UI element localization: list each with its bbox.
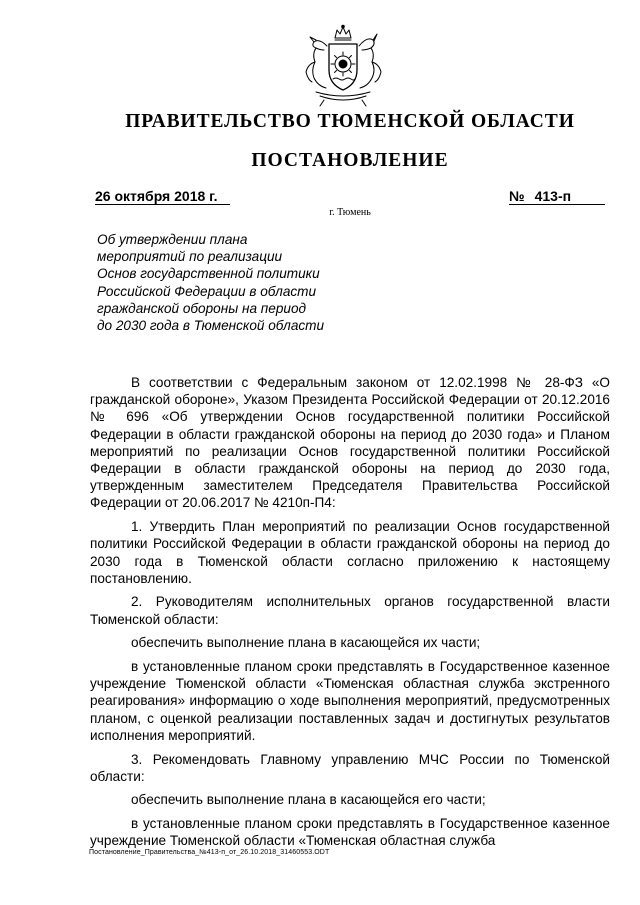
document-body xyxy=(90,374,610,856)
document-type-heading: ПОСТАНОВЛЕНИЕ xyxy=(251,150,449,171)
body-paragraph: 2. Руководителям исполнительных органов государственной власти Тюменской области: xyxy=(90,594,610,627)
coat-of-arms-emblem xyxy=(302,24,384,108)
body-paragraph: 1. Утвердить План мероприятий по реализации Основ государственной политики Российской Федерации в области гражданской обороны на период до 2030 года в Тюменской области согласно приложению к настоящему постановлению. xyxy=(90,519,610,586)
number-sign: № xyxy=(509,188,525,204)
document-number-value: 413-п xyxy=(534,188,572,204)
subject-line: Основ государственной политики xyxy=(97,266,320,282)
body-paragraph: 3. Рекомендовать Главному управлению МЧС России по Тюменской области: xyxy=(90,751,610,784)
city-label: г. Тюмень xyxy=(329,207,371,218)
body-paragraph: обеспечить выполнение плана в касающейся его части; xyxy=(131,792,486,808)
subject-line: до 2030 года в Тюменской области xyxy=(97,318,325,334)
footer-filename: Постановление_Правительства_№413-п_от_26.10.2018_31460553.ODT xyxy=(89,849,330,856)
document-number xyxy=(509,188,605,205)
subject-line: гражданской обороны на период xyxy=(97,300,307,316)
document-subject xyxy=(97,231,357,334)
subject-line: Об утверждении плана xyxy=(97,232,248,247)
subject-line: Российской Федерации в области xyxy=(97,283,317,299)
subject-line: мероприятий по реализации xyxy=(97,249,283,265)
document-date-value: 26 октября 2018 г. xyxy=(95,188,218,204)
organization-title: ПРАВИТЕЛЬСТВО ТЮМЕНСКОЙ ОБЛАСТИ xyxy=(125,111,575,132)
body-paragraph: в установленные планом сроки представлять в Государственное казенное учреждение Тюменской области «Тюменская областная служба xyxy=(90,816,610,849)
body-paragraph: в установленные планом сроки представлять в Государственное казенное учреждение Тюменской области «Тюменская областная служба экстренного реагирования» информацию о ходе выполнения мероприятий, предусмотренных планом, с оценкой реализации поставленных задач и достигнутых результатов исполнения мероприятий. xyxy=(90,659,610,743)
body-paragraph: обеспечить выполнение плана в касающейся их части; xyxy=(131,635,481,651)
document-date xyxy=(95,188,230,205)
body-paragraph: В соответствии с Федеральным законом от 12.02.1998 № 28-ФЗ «О гражданской обороне», Указом Президента Российской Федерации от 20.12.2016 № 696 «Об утверждении Основ государственной политики Российской Федерации в области гражданской обороны на период до 2030 года» и Планом мероприятий по реализации Основ государственной политики Российской Федерации в области гражданской обороны на период до 2030 года, утвержденным заместителем Председателя Правительства Российской Федерации от 20.06.2017 № 4210п-П4: xyxy=(90,375,610,511)
